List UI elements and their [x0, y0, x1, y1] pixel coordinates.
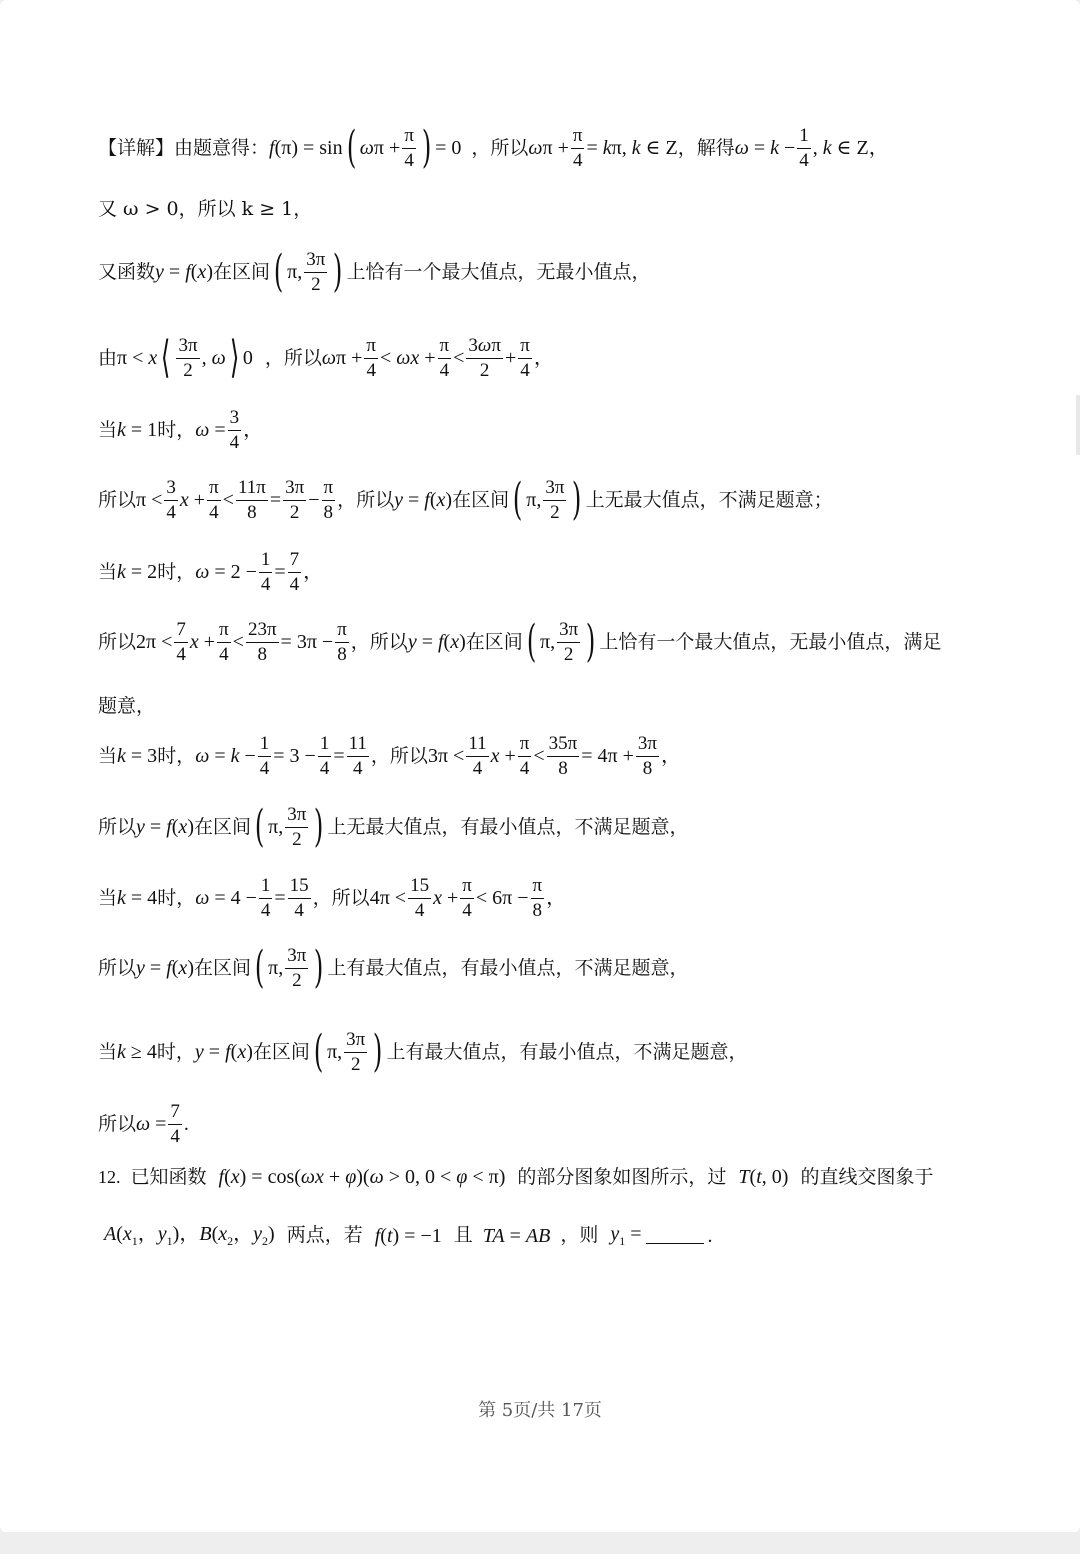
- solution-line-15: 所以 ω = $\frac{7}{4}$ .: [98, 1101, 189, 1147]
- solution-line-2: [98, 200, 312, 219]
- text: 且: [453, 1224, 473, 1246]
- text: 当: [98, 744, 118, 767]
- text: 又函数: [98, 260, 156, 283]
- text: ，解得: [677, 136, 735, 159]
- text: 的直线交图象于: [800, 1165, 934, 1188]
- text: 时，: [157, 744, 196, 767]
- text: 时，: [156, 1040, 195, 1063]
- text: 上有最大值点，有最小值点，不满足题意，: [327, 956, 689, 979]
- text: 所以: [98, 815, 137, 838]
- solution-line-10: 当 k = 3 时， ω = k − $\frac{1}{4}$ = 3 − $\frac{1}{4}$ = $\frac{11}{4}$ ，所以 3π < $\frac{11}{4}$ x + $\frac{\pi}{4}$ < $\frac{35\pi}{8}$ = 4π + $\frac{3\pi}{8}$ ，: [98, 733, 682, 779]
- solution-line-9: [98, 697, 155, 716]
- text: 时，: [157, 886, 196, 909]
- text: 在区间: [193, 815, 251, 838]
- solution-line-6: 所以 π < $\frac{3}{4}$ x + $\frac{\pi}{4}$ < $\frac{11\pi}{8}$ = $\frac{3\pi}{2}$ − $\frac{\pi}{8}$ ，所以 y = f(x) 在区间 ( π, $\frac{3\pi}{2}$ ) 上无最大值点，不满足题意；: [98, 474, 833, 526]
- text: 已知函数: [130, 1165, 207, 1188]
- question-12-line-1: 12. 已知函数 f(x) = cos(ωx + φ)(ω > 0, 0 < φ < π) 的部分图象如图所示，过 T(t, 0) 的直线交图象于: [98, 1165, 934, 1188]
- solution-line-14: 当 k ≥ 4 时， y = f(x) 在区间 ( π, $\frac{3\pi}{2}$ ) 上有最大值点，有最小值点，不满足题意，: [98, 1026, 748, 1078]
- text: 当: [98, 418, 118, 441]
- solution-line-11: 所以 y = f(x) 在区间 ( π, $\frac{3\pi}{2}$ ) 上无最大值点，有最小值点，不满足题意，: [98, 801, 689, 853]
- text: 当: [98, 886, 118, 909]
- text: ，所以: [264, 346, 322, 369]
- text: ，所以: [471, 136, 529, 159]
- text: 上恰有一个最大值点，无最小值点，满足: [599, 630, 942, 653]
- text: 当: [98, 560, 118, 583]
- answer-blank[interactable]: [646, 1227, 704, 1244]
- solution-line-4: 由 π < x ⟨ $\frac{3\pi}{2}$ , ω ⟩ 0 ，所以 ωπ + $\frac{\pi}{4}$ < ωx + $\frac{\pi}{4}$ < $\frac{3\omega\pi}{2}$ + $\frac{\pi}{4}$ ，: [98, 332, 554, 384]
- text: 【详解】由题意得：: [98, 136, 270, 159]
- text: 上恰有一个最大值点，无最小值点，: [346, 260, 651, 283]
- text: 在区间: [465, 630, 523, 653]
- text: 在区间: [212, 260, 270, 283]
- text: 题意，: [98, 695, 156, 717]
- text: 两点，若: [286, 1224, 363, 1246]
- solution-line-13: 所以 y = f(x) 在区间 ( π, $\frac{3\pi}{2}$ ) 上有最大值点，有最小值点，不满足题意，: [98, 942, 689, 994]
- text: 的部分图象如图所示，过: [517, 1165, 727, 1188]
- scrollbar[interactable]: [1076, 395, 1080, 455]
- question-number: 12.: [98, 1167, 121, 1187]
- solution-line-5: 当 k = 1 时， ω = $\frac{3}{4}$ ，: [98, 407, 264, 453]
- text: 在区间: [452, 488, 510, 511]
- text: 由: [98, 346, 118, 369]
- solution-line-1: 【详解】由题意得： f(π) = sin ( ωπ + $\frac{\pi}{4}$ ) = 0 ，所以 ωπ + $\frac{\pi}{4}$ = kπ, k ∈ Z ，解得 ω = k − $\frac{1}{4}$ , k ∈ Z，: [98, 122, 889, 174]
- text: 所以: [98, 488, 137, 511]
- text: 在区间: [252, 1040, 310, 1063]
- solution-line-12: 当 k = 4 时， ω = 4 − $\frac{1}{4}$ = $\frac{15}{4}$ ，所以 4π < $\frac{15}{4}$ x + $\frac{\pi}{4}$ < 6π − $\frac{\pi}{8}$ ，: [98, 875, 567, 921]
- text: ，则: [560, 1224, 599, 1246]
- text: ，所以: [337, 488, 395, 511]
- text: 时，: [157, 560, 196, 583]
- text: 时，: [157, 418, 196, 441]
- solution-line-8: 所以 2π < $\frac{7}{4}$ x + $\frac{\pi}{4}$ < $\frac{23\pi}{8}$ = 3π − $\frac{\pi}{8}$ ，所以 y = f(x) 在区间 ( π, $\frac{3\pi}{2}$ ) 上恰有一个最大值点，无最小值点，满足: [98, 616, 942, 668]
- page-gap: [0, 1532, 1080, 1554]
- text: 又 ω > 0，所以 k ≥ 1，: [98, 198, 313, 220]
- text: 上有最大值点，有最小值点，不满足题意，: [386, 1040, 748, 1063]
- page-footer: 第 5页/共 17页: [478, 1400, 602, 1421]
- text: ，所以: [312, 886, 370, 909]
- text: 所以: [98, 630, 137, 653]
- text: 在区间: [193, 956, 251, 979]
- text: ，所以: [370, 744, 428, 767]
- solution-line-7: 当 k = 2 时， ω = 2 − $\frac{1}{4}$ = $\frac{7}{4}$ ，: [98, 549, 324, 595]
- text: 上无最大值点，不满足题意；: [585, 488, 833, 511]
- text: ，所以: [350, 630, 408, 653]
- text: 上无最大值点，有最小值点，不满足题意，: [327, 815, 689, 838]
- text: 当: [98, 1040, 118, 1063]
- text: 所以: [98, 1112, 137, 1135]
- text: 所以: [98, 956, 137, 979]
- solution-line-3: 又函数 y = f(x) 在区间 ( π, $\frac{3\pi}{2}$ ) 上恰有一个最大值点，无最小值点，: [98, 246, 651, 298]
- question-12-line-2: $A(x_1$，$y_1$)，$B(x_2$，$y_2$) 两点，若 f(t) = −1 且 TA = AB ，则 $y_1$ = .: [104, 1223, 713, 1248]
